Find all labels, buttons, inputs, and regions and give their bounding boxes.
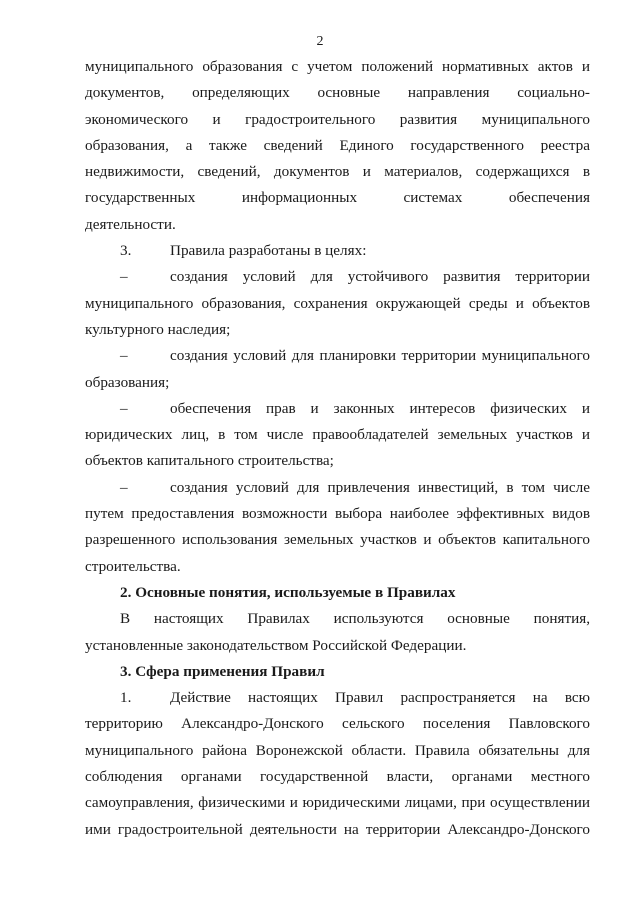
dash-marker: –: [120, 478, 128, 496]
text-line: объектов капитального строительства;: [85, 452, 334, 470]
list-item: [85, 264, 590, 343]
numbered-item: [85, 685, 590, 711]
text-line: деятельности.: [85, 215, 176, 233]
list-item-first-line: [85, 264, 590, 290]
document-body: [85, 54, 590, 843]
list-item-first-line: [85, 396, 590, 422]
text-line: культурного наследия;: [85, 320, 231, 338]
text-line: экономического и градостроительного развития муниципального: [85, 110, 590, 128]
text-line: государственных информационных системах обеспечения: [85, 189, 590, 207]
list-item: [85, 343, 590, 396]
paragraph: [85, 606, 590, 659]
item-number: 1.: [120, 689, 132, 707]
dash-marker: –: [120, 268, 128, 286]
text-line: муниципального образования с учетом положений нормативных актов и: [85, 58, 590, 75]
text-line: ими градостроительной деятельности на территории Александро-Донского: [85, 820, 590, 838]
dash-marker: –: [120, 399, 128, 417]
text-line: соблюдения органами государственной власти, органами местного: [85, 768, 590, 786]
list-item: [85, 396, 590, 475]
text-line: путем предоставления возможности выбора наиболее эффективных видов: [85, 505, 590, 523]
text-line: территорию Александро-Донского сельского поселения Павловского: [85, 715, 590, 733]
text-line: муниципального образования, сохранения окружающей среды и объектов: [85, 294, 590, 312]
page-number: 2: [316, 34, 324, 49]
text-line: недвижимости, сведений, документов и материалов, содержащихся в: [85, 163, 590, 181]
text-line: разрешенного использования земельных участков и объектов капитального: [85, 531, 590, 549]
text-line: Действие настоящих Правил распространяется на всю: [170, 689, 590, 707]
text-line: установленные законодательством Российской Федерации.: [85, 636, 467, 654]
text-line: юридических лиц, в том числе правообладателей земельных участков и: [85, 426, 590, 444]
section-heading: 2. Основные понятия, используемые в Правилах: [120, 583, 456, 601]
text-line: создания условий для привлечения инвестиций, в том числе: [170, 478, 590, 496]
dash-marker: –: [120, 347, 128, 365]
list-item-first-line: [85, 475, 590, 501]
item-text: Правила разработаны в целях:: [170, 242, 367, 260]
text-line: создания условий для устойчивого развития территории: [170, 268, 590, 286]
text-line: строительства.: [85, 557, 181, 575]
text-line: документов, определяющих основные направления социально-: [85, 84, 590, 102]
numbered-item: [85, 238, 590, 264]
text-line: образования;: [85, 373, 170, 391]
text-line: образования, а также сведений Единого государственного реестра: [85, 136, 590, 154]
paragraph: [85, 54, 590, 238]
text-line: самоуправления, физическими и юридическими лицами, при осуществлении: [85, 794, 590, 812]
item-number: 3.: [120, 242, 132, 260]
section-heading: 3. Сфера применения Правил: [120, 662, 325, 680]
text-line: создания условий для планировки территории муниципального: [170, 347, 590, 365]
list-item: [85, 475, 590, 580]
list-item-first-line: [85, 343, 590, 369]
text-line: обеспечения прав и законных интересов физических и: [170, 399, 590, 417]
paragraph: [85, 685, 590, 843]
text-line: В настоящих Правилах используются основные понятия,: [120, 610, 590, 628]
text-line: муниципального района Воронежской области. Правила обязательны для: [85, 741, 590, 759]
